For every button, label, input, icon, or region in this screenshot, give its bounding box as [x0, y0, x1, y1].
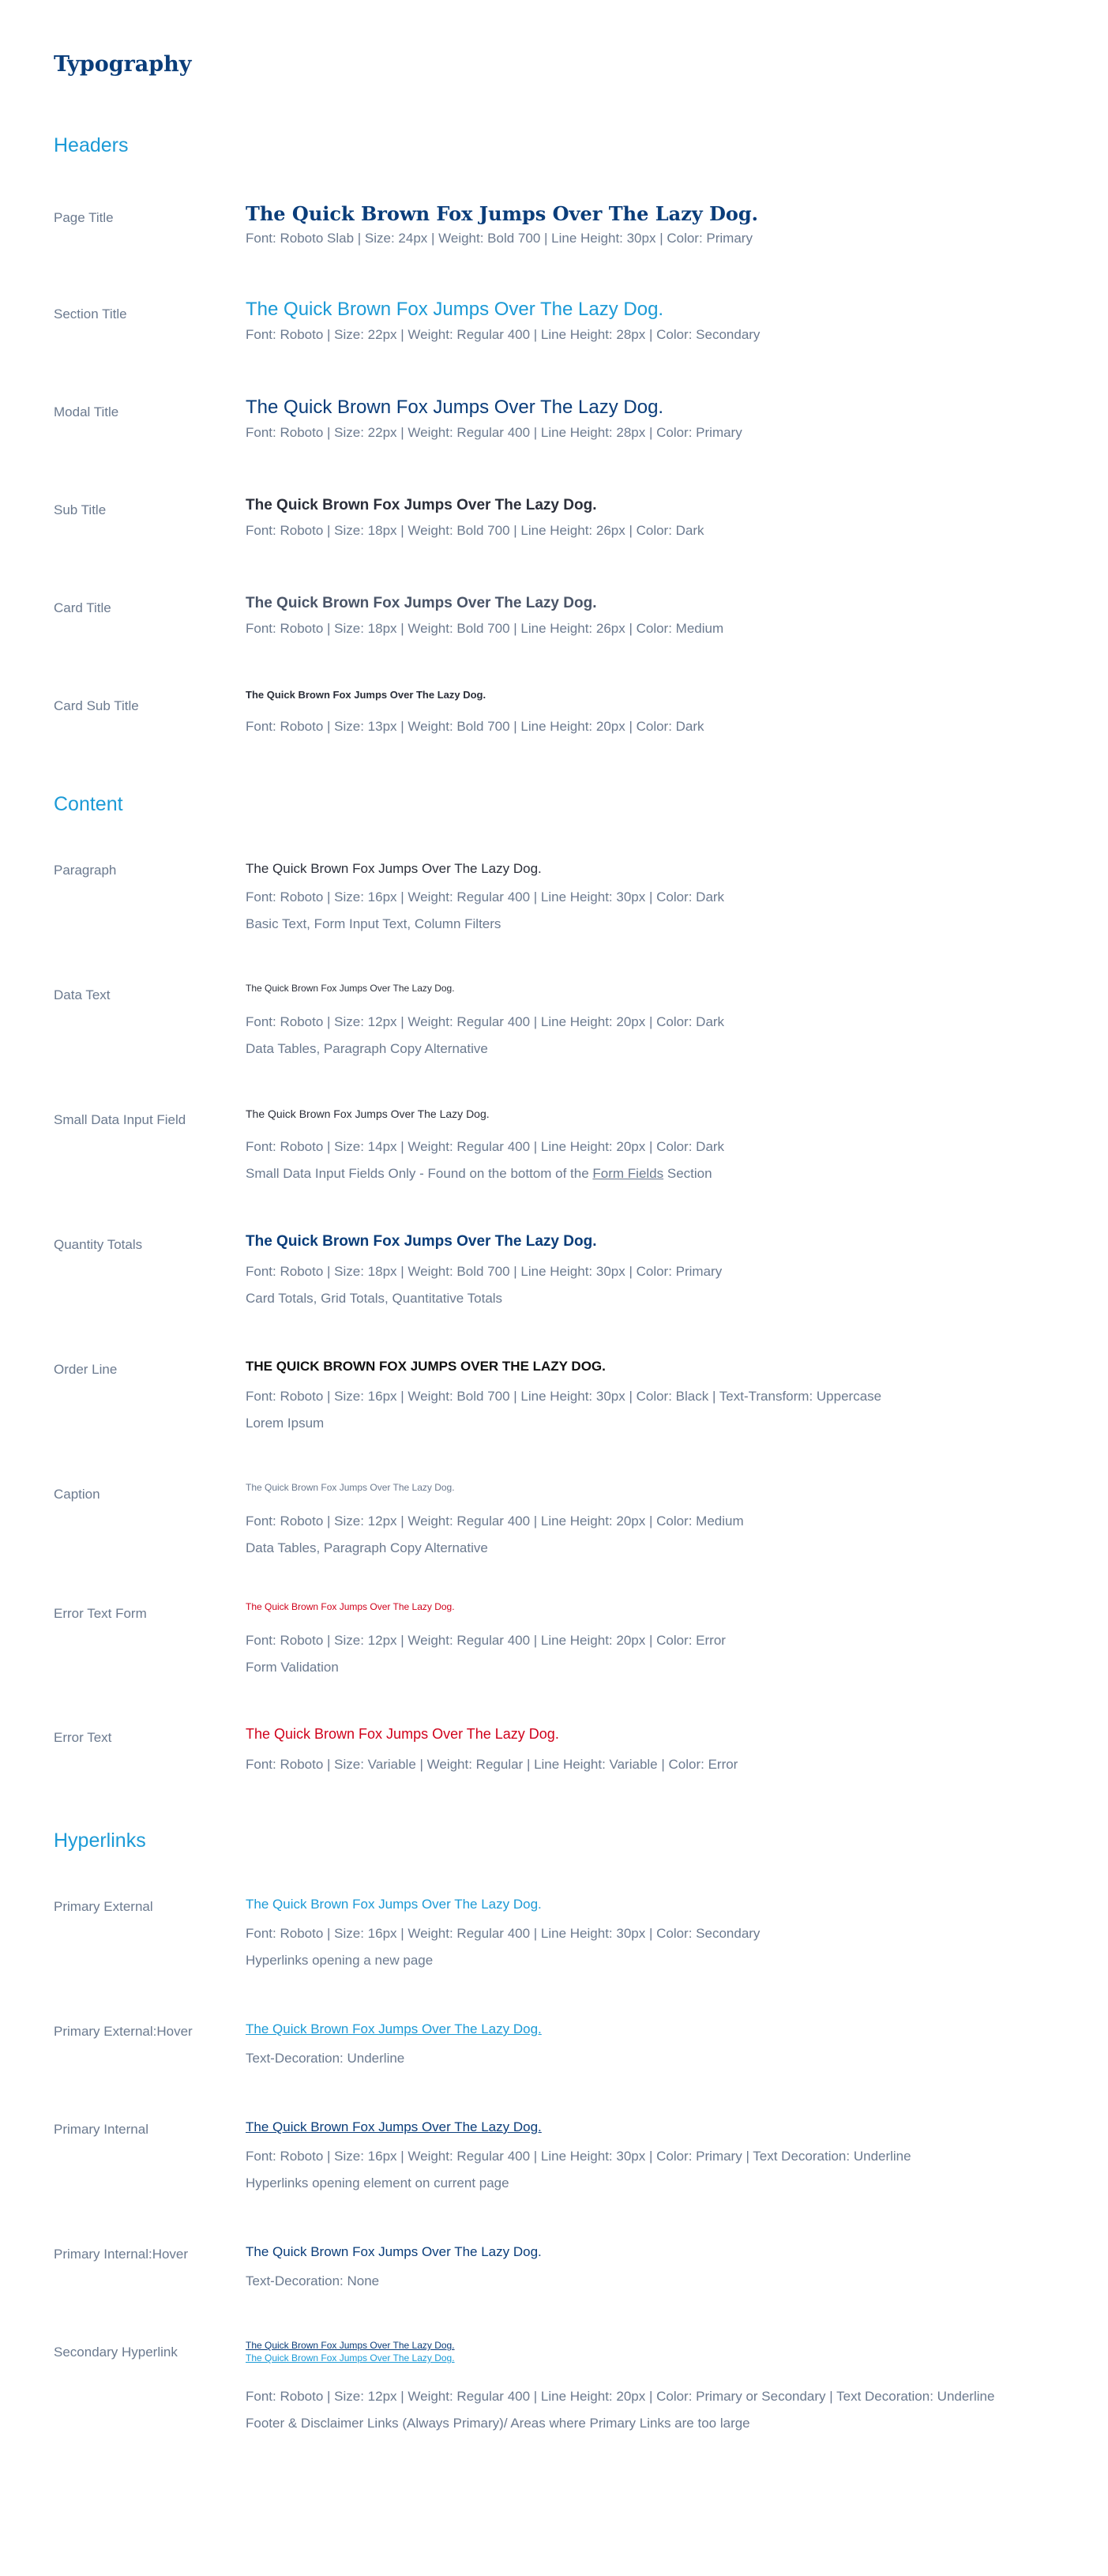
type-usage: Footer & Disclaimer Links (Always Primary)/ Areas where Primary Links are too large: [246, 2416, 750, 2431]
type-spec: Font: Roboto | Size: 22px | Weight: Regular 400 | Line Height: 28px | Color: Secondary: [246, 327, 761, 342]
type-usage: Basic Text, Form Input Text, Column Filters: [246, 916, 501, 931]
type-sample: The Quick Brown Fox Jumps Over The Lazy Dog.: [246, 202, 759, 225]
row-label: Section Title: [54, 306, 127, 322]
type-spec: Font: Roboto | Size: 16px | Weight: Regular 400 | Line Height: 30px | Color: Secondary: [246, 1926, 761, 1941]
form-fields-link[interactable]: Form Fields: [592, 1166, 664, 1181]
row-label: Small Data Input Field: [54, 1112, 186, 1127]
page-title: Typography: [54, 52, 192, 77]
type-spec: Font: Roboto | Size: 18px | Weight: Bold 700 | Line Height: 26px | Color: Medium: [246, 621, 724, 636]
type-spec: Font: Roboto | Size: 16px | Weight: Regular 400 | Line Height: 30px | Color: Primary | Text Decoration: Underline: [246, 2149, 911, 2164]
type-sample: The Quick Brown Fox Jumps Over The Lazy Dog.: [246, 1233, 597, 1250]
primary-external-hover-link[interactable]: The Quick Brown Fox Jumps Over The Lazy Dog.: [246, 2021, 542, 2036]
type-spec: Font: Roboto | Size: 18px | Weight: Bold 700 | Line Height: 30px | Color: Primary: [246, 1264, 723, 1279]
type-sample: The Quick Brown Fox Jumps Over The Lazy Dog.: [246, 1726, 559, 1742]
row-label: Primary External:Hover: [54, 2024, 193, 2039]
type-spec: Font: Roboto Slab | Size: 24px | Weight: Bold 700 | Line Height: 30px | Color: Primary: [246, 231, 753, 246]
row-label: Primary External: [54, 1899, 153, 1914]
type-sample: The Quick Brown Fox Jumps Over The Lazy Dog.: [246, 983, 455, 994]
type-spec: Font: Roboto | Size: 14px | Weight: Regular 400 | Line Height: 20px | Color: Dark: [246, 1139, 725, 1154]
type-usage: Hyperlinks opening a new page: [246, 1953, 434, 1968]
type-usage: Data Tables, Paragraph Copy Alternative: [246, 1041, 488, 1056]
type-sample: THE QUICK BROWN FOX JUMPS OVER THE LAZY DOG.: [246, 1359, 606, 1374]
row-label: Secondary Hyperlink: [54, 2345, 178, 2360]
type-usage: Form Validation: [246, 1660, 339, 1675]
type-sample: The Quick Brown Fox Jumps Over The Lazy Dog.: [246, 497, 597, 513]
type-sample: The Quick Brown Fox Jumps Over The Lazy Dog.: [246, 1482, 455, 1493]
type-sample: The Quick Brown Fox Jumps Over The Lazy Dog.: [246, 397, 664, 418]
row-label: Quantity Totals: [54, 1237, 143, 1252]
type-usage: [246, 1166, 712, 1182]
type-sample: The Quick Brown Fox Jumps Over The Lazy Dog.: [246, 299, 664, 320]
row-label: Card Sub Title: [54, 698, 139, 713]
secondary-hyperlink-primary[interactable]: The Quick Brown Fox Jumps Over The Lazy Dog.: [246, 2340, 455, 2351]
row-label: Paragraph: [54, 863, 117, 878]
type-sample: The Quick Brown Fox Jumps Over The Lazy Dog.: [246, 595, 597, 611]
row-label: Data Text: [54, 987, 111, 1002]
type-spec: Font: Roboto | Size: 16px | Weight: Bold 700 | Line Height: 30px | Color: Black | Text-Transform: Uppercase: [246, 1389, 882, 1404]
type-sample: The Quick Brown Fox Jumps Over The Lazy Dog.: [246, 689, 486, 701]
primary-internal-link[interactable]: The Quick Brown Fox Jumps Over The Lazy Dog.: [246, 2119, 542, 2134]
type-spec: Font: Roboto | Size: 12px | Weight: Regular 400 | Line Height: 20px | Color: Dark: [246, 1014, 725, 1029]
type-spec: Font: Roboto | Size: 12px | Weight: Regular 400 | Line Height: 20px | Color: Primary or Secondary | Text Decoration: Underline: [246, 2389, 995, 2404]
type-sample: The Quick Brown Fox Jumps Over The Lazy Dog.: [246, 1601, 455, 1612]
type-spec: Font: Roboto | Size: 22px | Weight: Regular 400 | Line Height: 28px | Color: Primary: [246, 425, 742, 440]
section-heading-hyperlinks: Hyperlinks: [54, 1830, 146, 1852]
row-label: Error Text Form: [54, 1606, 147, 1621]
type-usage: Card Totals, Grid Totals, Quantitative Totals: [246, 1291, 503, 1306]
type-spec: Text-Decoration: Underline: [246, 2051, 405, 2066]
section-heading-content: Content: [54, 793, 123, 815]
type-spec: Font: Roboto | Size: 12px | Weight: Regular 400 | Line Height: 20px | Color: Error: [246, 1633, 726, 1648]
type-spec: Font: Roboto | Size: 12px | Weight: Regular 400 | Line Height: 20px | Color: Medium: [246, 1514, 744, 1529]
type-sample: The Quick Brown Fox Jumps Over The Lazy Dog.: [246, 861, 542, 876]
usage-text: Small Data Input Fields Only - Found on the bottom of the: [246, 1166, 593, 1181]
row-label: Page Title: [54, 210, 114, 225]
section-heading-headers: Headers: [54, 134, 129, 156]
row-label: Primary Internal: [54, 2122, 148, 2137]
row-label: Order Line: [54, 1362, 118, 1377]
type-usage: Data Tables, Paragraph Copy Alternative: [246, 1540, 488, 1555]
type-spec: Text-Decoration: None: [246, 2273, 380, 2288]
type-usage: Hyperlinks opening element on current page: [246, 2175, 509, 2191]
primary-internal-hover-link[interactable]: The Quick Brown Fox Jumps Over The Lazy Dog.: [246, 2244, 542, 2259]
type-sample: The Quick Brown Fox Jumps Over The Lazy Dog.: [246, 1107, 490, 1120]
row-label: Primary Internal:Hover: [54, 2247, 189, 2262]
row-label: Card Title: [54, 600, 111, 615]
type-spec: Font: Roboto | Size: 16px | Weight: Regular 400 | Line Height: 30px | Color: Dark: [246, 889, 725, 904]
primary-external-link[interactable]: The Quick Brown Fox Jumps Over The Lazy Dog.: [246, 1897, 542, 1912]
row-label: Modal Title: [54, 404, 119, 419]
secondary-hyperlink-secondary[interactable]: The Quick Brown Fox Jumps Over The Lazy Dog.: [246, 2352, 455, 2364]
row-label: Error Text: [54, 1730, 112, 1745]
row-label: Caption: [54, 1487, 100, 1502]
usage-text: Section: [663, 1166, 712, 1181]
row-label: Sub Title: [54, 502, 107, 517]
type-usage: Lorem Ipsum: [246, 1416, 325, 1431]
type-spec: Font: Roboto | Size: 13px | Weight: Bold 700 | Line Height: 20px | Color: Dark: [246, 719, 704, 734]
type-spec: Font: Roboto | Size: Variable | Weight: Regular | Line Height: Variable | Color: Error: [246, 1757, 738, 1772]
type-spec: Font: Roboto | Size: 18px | Weight: Bold 700 | Line Height: 26px | Color: Dark: [246, 523, 704, 538]
